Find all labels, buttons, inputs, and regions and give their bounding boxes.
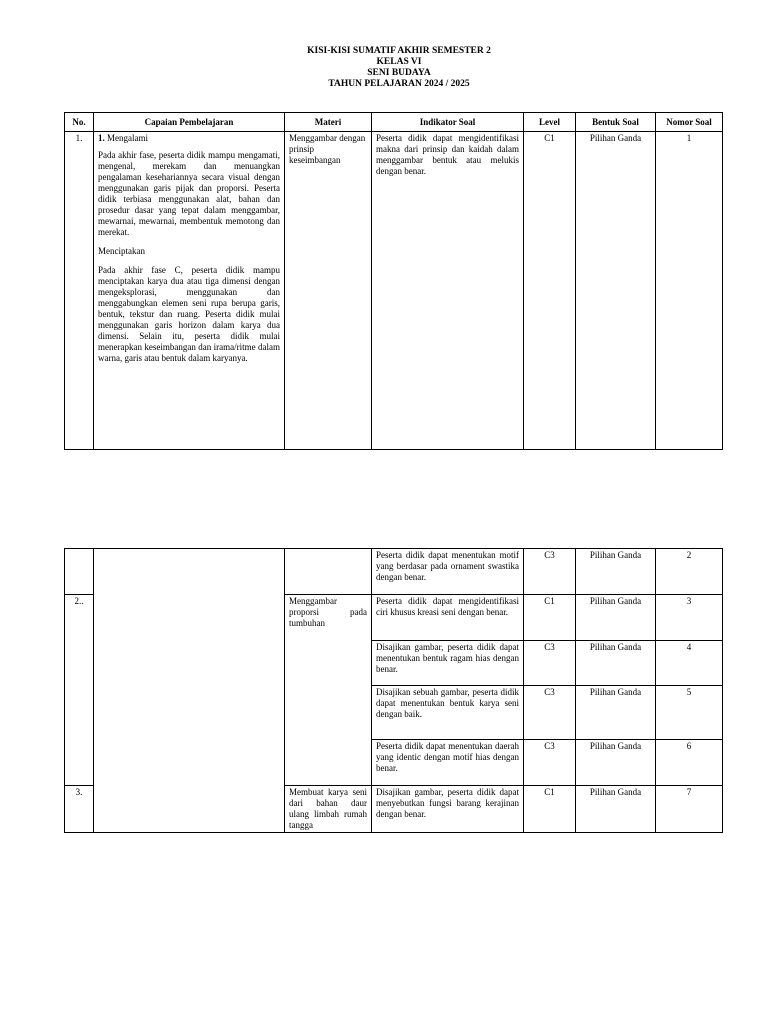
cell-no: 3. bbox=[65, 786, 94, 833]
title-line-1: KISI-KISI SUMATIF AKHIR SEMESTER 2 bbox=[307, 46, 491, 56]
cell-capaian-pembelajaran-empty bbox=[94, 549, 285, 833]
cell-bentuk-soal: Pilihan Ganda bbox=[576, 132, 656, 450]
cell-indikator: Disajikan sebuah gambar, peserta didik dapat menentukan bentuk karya seni dengan baik. bbox=[372, 686, 524, 740]
cell-indikator: Disajikan gambar, peserta didik dapat menentukan bentuk ragam hias dengan benar. bbox=[372, 641, 524, 686]
cell-level: C3 bbox=[524, 740, 576, 786]
cell-bentuk-soal: Pilihan Ganda bbox=[576, 740, 656, 786]
cell-nomor-soal: 7 bbox=[656, 786, 723, 833]
cell-level: C3 bbox=[524, 641, 576, 686]
cell-level: C3 bbox=[524, 686, 576, 740]
cell-level: C1 bbox=[524, 786, 576, 833]
column-header-nomor: Nomor Soal bbox=[656, 113, 723, 132]
cell-capaian-pembelajaran bbox=[94, 132, 285, 450]
column-header-indikator: Indikator Soal bbox=[372, 113, 524, 132]
cell-nomor-soal: 2 bbox=[656, 549, 723, 595]
cell-bentuk-soal: Pilihan Ganda bbox=[576, 786, 656, 833]
cp-heading-mengalami: Mengalami bbox=[104, 133, 148, 143]
cell-no: 2.. bbox=[65, 595, 94, 786]
column-header-cp: Capaian Pembelajaran bbox=[94, 113, 285, 132]
cp-paragraph-menciptakan: Pada akhir fase C, peserta didik mampu menciptakan karya dua atau tiga dimensi dengan mengeksplorasi, menggunakan dan menggabungkan elemen seni rupa berupa garis, bentuk, tekstur dan ruang. Peserta didik mulai menggunakan garis horizon dalam karya dua dimensi. Selain itu, peserta didik mulai menerapkan keseimbangan dan irama/ritme dalam warna, garis atau bentuk dalam karyanya. bbox=[98, 265, 280, 363]
cell-materi: Menggambar dengan prinsip keseimbangan bbox=[285, 132, 372, 450]
cell-bentuk-soal: Pilihan Ganda bbox=[576, 595, 656, 641]
cell-materi: Membuat karya seni dari bahan daur ulang limbah rumah tangga bbox=[285, 786, 372, 833]
cell-no bbox=[65, 549, 94, 595]
cp-paragraph-mengalami: Pada akhir fase, peserta didik mampu mengamati, mengenal, merekam dan menuangkan pengalaman kesehariannya secara visual dengan menggunakan garis pijak dan proporsi. Peserta didik terbiasa menggunakan alat, bahan dan prosedur dasar yang tepat dalam menggambar, mewarnai, mewarnai, membentuk memotong dan merekat. bbox=[98, 150, 280, 237]
title-line-2: KELAS VI bbox=[376, 57, 422, 67]
kisi-kisi-table-part-1 bbox=[64, 112, 723, 450]
kisi-kisi-table-part-2 bbox=[64, 548, 723, 833]
cell-indikator: Peserta didik dapat menentukan daerah yang identic dengan motif hias dengan benar. bbox=[372, 740, 524, 786]
table-row bbox=[65, 549, 723, 595]
document-title bbox=[0, 46, 768, 90]
cell-materi: Menggambar proporsi pada tumbuhan bbox=[285, 595, 372, 786]
cell-nomor-soal: 6 bbox=[656, 740, 723, 786]
table-row bbox=[65, 132, 723, 450]
cell-indikator: Disajikan gambar, peserta didik dapat menyebutkan fungsi barang kerajinan dengan benar. bbox=[372, 786, 524, 833]
cp-heading-menciptakan: Menciptakan bbox=[98, 246, 145, 256]
cell-level: C1 bbox=[524, 595, 576, 641]
cell-indikator: Peserta didik dapat mengidentifikasi makna dari prinsip dan kaidah dalam menggambar bentuk atau melukis dengan benar. bbox=[372, 132, 524, 450]
cell-level: C3 bbox=[524, 549, 576, 595]
cell-bentuk-soal: Pilihan Ganda bbox=[576, 641, 656, 686]
cell-nomor-soal: 3 bbox=[656, 595, 723, 641]
title-line-3: SENI BUDAYA bbox=[367, 68, 431, 78]
column-header-no: No. bbox=[65, 113, 94, 132]
table-header-row bbox=[65, 113, 723, 132]
cp-number: 1. bbox=[98, 133, 105, 143]
column-header-materi: Materi bbox=[285, 113, 372, 132]
column-header-bentuk: Bentuk Soal bbox=[576, 113, 656, 132]
cell-materi bbox=[285, 549, 372, 595]
cell-indikator: Peserta didik dapat menentukan motif yang berdasar pada ornament swastika dengan benar. bbox=[372, 549, 524, 595]
cell-level: C1 bbox=[524, 132, 576, 450]
cell-nomor-soal: 5 bbox=[656, 686, 723, 740]
cell-nomor-soal: 1 bbox=[656, 132, 723, 450]
cell-indikator: Peserta didik dapat mengidentifikasi ciri khusus kreasi seni dengan benar. bbox=[372, 595, 524, 641]
column-header-level: Level bbox=[524, 113, 576, 132]
cell-nomor-soal: 4 bbox=[656, 641, 723, 686]
cell-bentuk-soal: Pilihan Ganda bbox=[576, 549, 656, 595]
title-line-4: TAHUN PELAJARAN 2024 / 2025 bbox=[328, 79, 470, 89]
cell-bentuk-soal: Pilihan Ganda bbox=[576, 686, 656, 740]
cell-no: 1. bbox=[65, 132, 94, 450]
